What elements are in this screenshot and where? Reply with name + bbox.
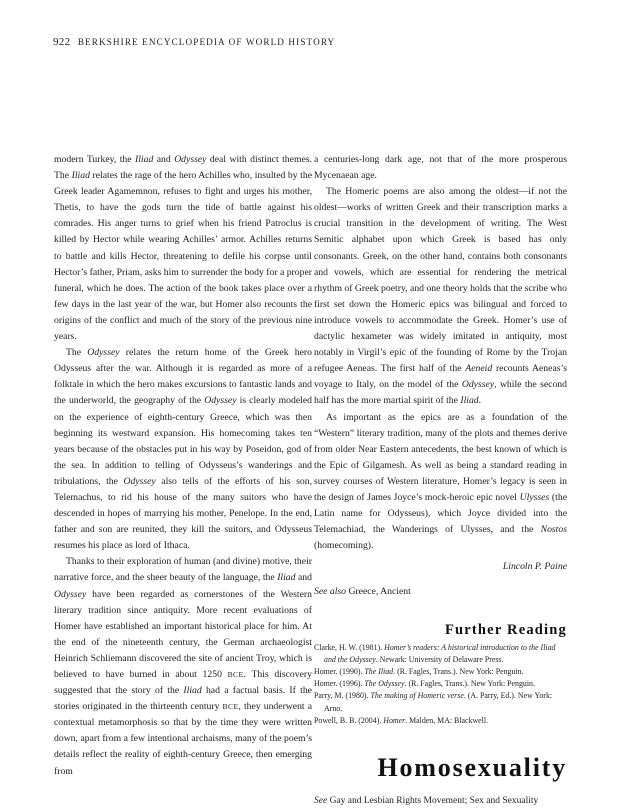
further-reading-heading: Further Reading xyxy=(444,621,567,638)
author-signature: Lincoln P. Paine xyxy=(502,561,567,573)
right-paragraph-1: a centuries-long dark age, not that of the more prosperous Mycenaean age. xyxy=(314,154,567,182)
homosexuality-heading: Homosexuality xyxy=(377,753,567,783)
page-number: 922 xyxy=(53,36,71,48)
running-header xyxy=(53,36,335,48)
see-also-link[interactable]: See also Greece, Ancient xyxy=(314,586,411,598)
left-paragraph-2: The Odyssey relates the return home of the Greek hero Odysseus after the war. Although it is regarded as more of a folktale in which the hero makes excursions to fantastic lands and the underworld, the geography of the Odyssey is clearly modeled on the experience of eighth-century Greece, which was then beginning its westward expansion. His homecoming takes ten years because of the obstacles put in his way by Poseidon, god of the sea. In addition to telling of Odysseus’s wanderings and tribulations, the Odyssey also tells of the efforts of his son, Telemachus, to rid his house of the many suitors who have descended in hopes of marrying his mother, Penelope. In the end, father and son are reunited, they kill the suitors, and Odysseus resumes his place as lord of Ithaca. xyxy=(54,347,313,552)
right-paragraph-3: As important as the epics are as a foundation of the “Western” literary tradition, many of the plots and themes derive from older Near Eastern antecedents, the best known of which is the Epic of Gilgamesh. As well as being a standard reading in survey courses of Western literature, Homer’s legacy is seen in the design of James Joyce’s mock-heroic epic novel Ulysses (the Latin name for Odysseus), which Joyce divided into the Telemachiad, the Wanderings of Ulysses, and the Nostos (homecoming). xyxy=(314,411,567,552)
reference-item: Homer. (1996). The Odyssey. (R. Fagles, Trans.). New York: Penguin. xyxy=(314,679,535,689)
left-column xyxy=(54,152,312,780)
reference-list xyxy=(314,642,567,727)
encyclopedia-title: BERKSHIRE ENCYCLOPEDIA OF WORLD HISTORY xyxy=(77,37,336,47)
reference-item: Homer. (1990). The Iliad. (R. Fagles, Trans.). New York: Penguin. xyxy=(314,667,524,677)
reference-item: Parry, M. (1980). The making of Homeric verse. (A. Parry, Ed.). New York: Arno. xyxy=(314,691,553,713)
homosexuality-see-link[interactable]: See Gay and Lesbian Rights Movement; Sex and Sexuality xyxy=(314,796,539,807)
reference-item: Clarke, H. W. (1981). Homer’s readers: A historical introduction to the Iliad and the Odyssey. Newark: University of Delaware Press. xyxy=(314,642,556,664)
left-paragraph-1: modern Turkey, the Iliad and Odyssey deal with distinct themes. The Iliad relates the rage of the hero Achilles who, insulted by the Greek leader Agamemnon, refuses to fight and urges his mother, Thetis, to have the gods turn the tide of battle against his comrades. His anger turns to grief when his friend Patroclus is killed by Hector while wearing Achilles’ armor. Achilles returns to battle and kills Hector, threatening to defile his corpse until Hector’s father, Priam, asks him to surrender the body for a proper funeral, which he does. The action of the book takes place over a few days in the last year of the war, but Homer also recounts the origins of the conflict and much of the story of the previous nine years. xyxy=(54,154,313,343)
right-paragraph-2: The Homeric poems are also among the oldest—if not the oldest—works of written Greek and their transcription marks a crucial transition in the development of writing. The West Semitic alphabet upon which Greek is based has only consonants. Greek, on the other hand, contains both consonants and vowels, which are essential for rendering the metrical rhythm of Greek poetry, and one theory holds that the scribe who first set down the Homeric epics was bilingual and forced to introduce vowels to accommodate the Greek. Homer’s use of dactylic hexameter was widely imitated in antiquity, most notably in Virgil’s epic of the founding of Rome by the Trojan refugee Aeneas. The first half of the Aeneid recounts Aeneas’s voyage to Italy, on the model of the Odyssey, while the second half has the more martial spirit of the Iliad. xyxy=(314,186,567,407)
left-paragraph-3: Thanks to their exploration of human (and divine) motive, their narrative force, and the sheer beauty of the language, the Iliad and Odyssey have been regarded as cornerstones of the Western literary tradition since antiquity. More recent evaluations of Homer have established an important historical place for him. At the end of the nineteenth century, the German archaeologist Heinrich Schliemann discovered the site of ancient Troy, which is believed to have burned in about 1250 BCE. This discovery suggested that the story of the Iliad had a factual basis. If the stories originated in the thirteenth century BCE, they underwent a contextual metamorphosis so that by the time they were written down, apart from a few intentional archaisms, many of the poem’s details reflect the reality of eighth-century Greece, then emerging from xyxy=(54,556,312,777)
reference-item: Powell, B. B. (2004). Homer. Malden, MA: Blackwell. xyxy=(314,715,489,725)
right-column xyxy=(314,152,567,809)
